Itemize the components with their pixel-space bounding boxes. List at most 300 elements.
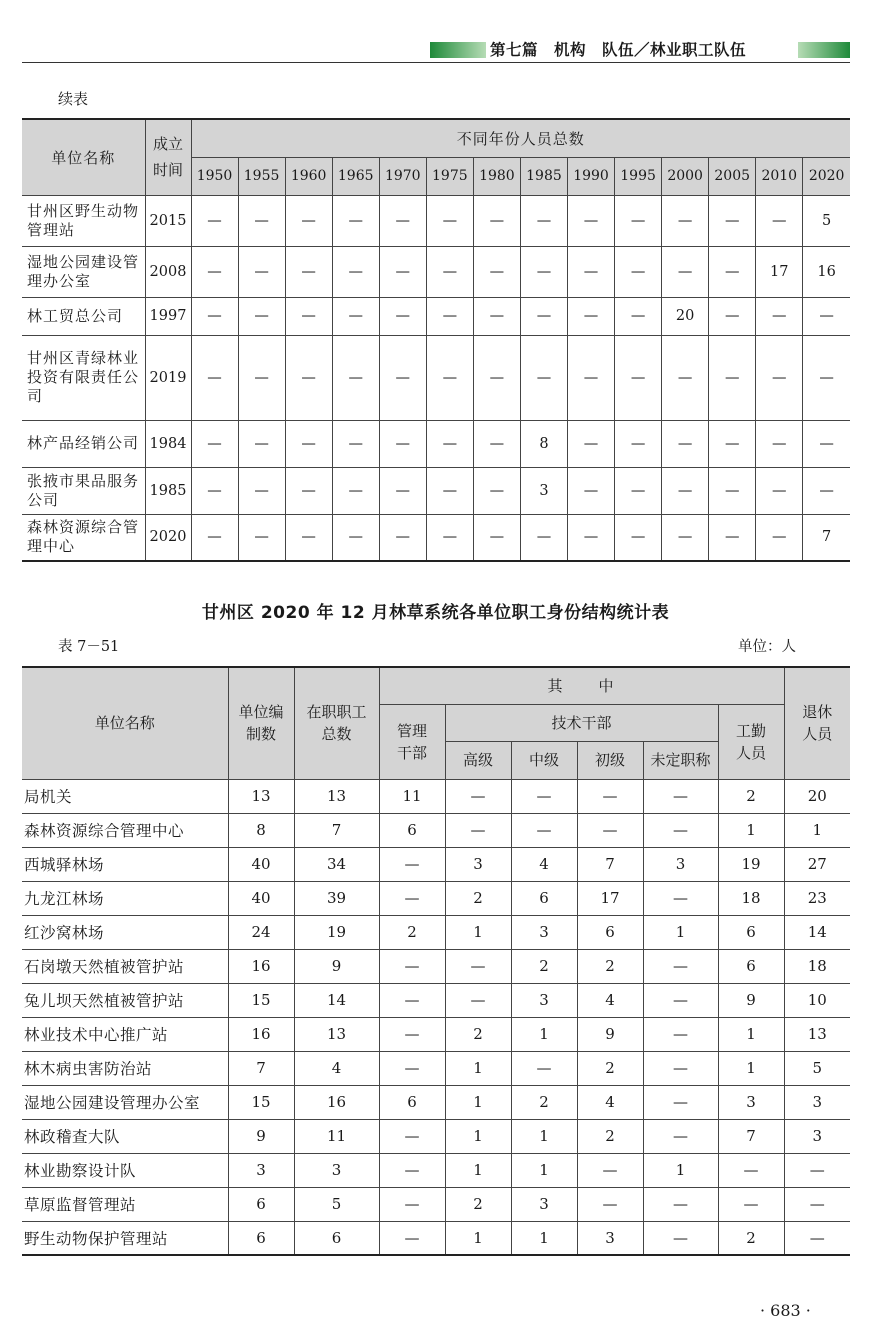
count-cell: — [643,1051,718,1085]
year-value-cell: — [238,335,285,420]
unit-name-cell: 野生动物保护管理站 [22,1221,228,1255]
table2-body [22,779,850,1255]
founded-cell: 2008 [145,246,191,297]
col-group-technical: 技术干部 [445,704,718,741]
count-cell: 16 [294,1085,379,1119]
count-cell: — [784,1221,850,1255]
year-value-cell: — [615,195,662,246]
count-cell: — [379,1017,445,1051]
count-cell: — [643,779,718,813]
year-value-cell: — [662,195,709,246]
count-cell: 1 [643,1153,718,1187]
count-cell: 1 [718,1017,784,1051]
count-cell: 7 [577,847,643,881]
year-value-cell: — [285,420,332,467]
count-cell: 14 [294,983,379,1017]
count-cell: 6 [511,881,577,915]
year-value-cell: — [285,246,332,297]
year-header-cell: 1965 [332,157,379,195]
year-header-cell: 1970 [379,157,426,195]
table1-row [22,297,850,335]
count-cell: — [643,1221,718,1255]
continued-staff-by-year-table [22,118,850,562]
year-value-cell: — [615,335,662,420]
year-value-cell: — [473,195,520,246]
count-cell: — [445,983,511,1017]
year-header-cell: 1955 [238,157,285,195]
count-cell: 1 [445,915,511,949]
table2-row [22,915,850,949]
col-quota [228,667,294,779]
unit-name-cell: 草原监督管理站 [22,1187,228,1221]
table2-row [22,813,850,847]
col-group-among: 其 中 [379,667,784,704]
count-cell: 23 [784,881,850,915]
count-cell: — [643,949,718,983]
count-cell: — [379,983,445,1017]
year-header-cell: 2010 [756,157,803,195]
count-cell: 3 [511,983,577,1017]
year-value-cell: — [473,297,520,335]
count-cell: — [379,1153,445,1187]
year-value-cell: 17 [756,246,803,297]
count-cell: 3 [643,847,718,881]
col-workers-label: 工勤人员 [736,721,767,762]
count-cell: 2 [577,1119,643,1153]
count-cell: 2 [718,779,784,813]
year-value-cell: — [568,514,615,561]
year-header-cell: 2020 [803,157,850,195]
count-cell: — [379,1187,445,1221]
year-value-cell: — [520,246,567,297]
year-value-cell: — [568,335,615,420]
year-value-cell: — [709,335,756,420]
year-value-cell: — [238,420,285,467]
year-value-cell: — [379,420,426,467]
year-value-cell: — [615,420,662,467]
year-value-cell: — [238,297,285,335]
count-cell: 18 [784,949,850,983]
unit-name-cell: 森林资源综合管理中心 [22,813,228,847]
year-value-cell: — [379,514,426,561]
table2-row [22,1017,850,1051]
year-header-cell: 2005 [709,157,756,195]
year-value-cell: — [709,297,756,335]
count-cell: 39 [294,881,379,915]
count-cell: 2 [511,949,577,983]
count-cell: 1 [784,813,850,847]
year-value-cell: — [615,514,662,561]
count-cell: 13 [294,779,379,813]
year-value-cell: — [332,420,379,467]
year-header-cell: 1995 [615,157,662,195]
col-workers [718,704,784,779]
count-cell: 6 [228,1221,294,1255]
year-value-cell: — [379,297,426,335]
year-value-cell: — [662,514,709,561]
year-value-cell: 16 [803,246,850,297]
year-value-cell: — [662,335,709,420]
year-value-cell: — [803,297,850,335]
col-management-label: 管理干部 [396,721,427,762]
table2-row [22,1221,850,1255]
count-cell: — [445,779,511,813]
count-cell: 1 [445,1051,511,1085]
unit-name-cell: 林工贸总公司 [22,297,145,335]
founded-cell: 1997 [145,297,191,335]
year-value-cell: — [662,246,709,297]
count-cell: — [784,1153,850,1187]
col-founded [145,119,191,195]
staff-identity-structure-table [22,666,850,1256]
count-cell: 2 [379,915,445,949]
count-cell: 2 [445,881,511,915]
year-header-cell: 1960 [285,157,332,195]
count-cell: 40 [228,847,294,881]
count-cell: 5 [294,1187,379,1221]
count-cell: 2 [445,1017,511,1051]
year-value-cell: — [473,467,520,514]
year-value-cell: — [803,420,850,467]
year-value-cell: — [756,297,803,335]
count-cell: 13 [228,779,294,813]
year-value-cell: — [285,195,332,246]
col-staff-total [294,667,379,779]
table1-row [22,335,850,420]
header-decor-bar-right [798,42,850,58]
count-cell: 10 [784,983,850,1017]
table2-row [22,847,850,881]
count-cell: 7 [718,1119,784,1153]
count-cell: — [643,881,718,915]
unit-name-cell: 甘州区野生动物管理站 [22,195,145,246]
count-cell: 1 [445,1085,511,1119]
count-cell: 1 [718,813,784,847]
table2-row [22,949,850,983]
count-cell: 11 [379,779,445,813]
year-value-cell: — [709,195,756,246]
count-cell: 19 [294,915,379,949]
unit-name-cell: 林木病虫害防治站 [22,1051,228,1085]
table1-row [22,195,850,246]
year-value-cell: — [332,246,379,297]
count-cell: — [643,1017,718,1051]
col-senior: 高级 [445,741,511,779]
count-cell: 15 [228,1085,294,1119]
year-value-cell: — [568,467,615,514]
continuation-label: 续表 [58,90,89,108]
count-cell: 9 [577,1017,643,1051]
year-value-cell: — [332,297,379,335]
year-value-cell: — [756,467,803,514]
table2-row [22,1119,850,1153]
count-cell: 14 [784,915,850,949]
year-value-cell: — [191,420,238,467]
count-cell: 6 [577,915,643,949]
year-value-cell: — [662,467,709,514]
col-unit-name-2: 单位名称 [22,667,228,779]
count-cell: 17 [577,881,643,915]
col-founded-label: 成立时间 [152,135,183,180]
count-cell: 1 [511,1153,577,1187]
count-cell: 4 [577,983,643,1017]
year-value-cell: — [191,514,238,561]
count-cell: — [577,1187,643,1221]
year-value-cell: — [426,467,473,514]
count-cell: 15 [228,983,294,1017]
year-value-cell: — [191,246,238,297]
count-cell: 1 [718,1051,784,1085]
count-cell: 34 [294,847,379,881]
year-value-cell: — [756,420,803,467]
year-value-cell: — [520,297,567,335]
unit-name-cell: 红沙窝林场 [22,915,228,949]
count-cell: — [379,847,445,881]
unit-name-cell: 湿地公园建设管理办公室 [22,246,145,297]
count-cell: — [643,1085,718,1119]
year-value-cell: 5 [803,195,850,246]
count-cell: — [577,813,643,847]
count-cell: 7 [294,813,379,847]
header-rule [22,62,850,63]
unit-name-cell: 湿地公园建设管理办公室 [22,1085,228,1119]
year-value-cell: — [709,514,756,561]
year-value-cell: — [285,467,332,514]
col-junior: 初级 [577,741,643,779]
year-value-cell: — [709,246,756,297]
count-cell: 2 [445,1187,511,1221]
count-cell: 3 [511,1187,577,1221]
count-cell: 16 [228,1017,294,1051]
year-value-cell: — [238,195,285,246]
unit-name-cell: 局机关 [22,779,228,813]
year-header-cell: 1950 [191,157,238,195]
count-cell: 9 [294,949,379,983]
page-number: · 683 · [760,1301,811,1320]
count-cell: 1 [511,1119,577,1153]
founded-cell: 2015 [145,195,191,246]
col-middle: 中级 [511,741,577,779]
year-value-cell: — [238,246,285,297]
count-cell: — [577,1153,643,1187]
unit-name-cell: 林政稽查大队 [22,1119,228,1153]
count-cell: 19 [718,847,784,881]
count-cell: 6 [379,1085,445,1119]
count-cell: — [445,813,511,847]
count-cell: 1 [643,915,718,949]
year-value-cell: — [520,514,567,561]
count-cell: 5 [784,1051,850,1085]
table1-row [22,514,850,561]
table2-row [22,1187,850,1221]
count-cell: 16 [228,949,294,983]
count-cell: — [718,1153,784,1187]
count-cell: 9 [718,983,784,1017]
count-cell: 6 [718,915,784,949]
unit-name-cell: 石岗墩天然植被管护站 [22,949,228,983]
year-value-cell: 8 [520,420,567,467]
table2-row [22,881,850,915]
count-cell: 3 [228,1153,294,1187]
count-cell: — [643,983,718,1017]
count-cell: 1 [511,1017,577,1051]
count-cell: — [784,1187,850,1221]
year-value-cell: — [662,420,709,467]
table1-row [22,246,850,297]
year-value-cell: 3 [520,467,567,514]
year-value-cell: — [332,335,379,420]
year-value-cell: — [473,335,520,420]
year-value-cell: — [379,246,426,297]
col-quota-label: 单位编制数 [238,703,284,744]
year-value-cell: — [285,297,332,335]
table1-row [22,467,850,514]
count-cell: 2 [577,1051,643,1085]
count-cell: 24 [228,915,294,949]
count-cell: — [511,779,577,813]
table2-row [22,1051,850,1085]
year-value-cell: — [426,297,473,335]
count-cell: 3 [445,847,511,881]
unit-name-cell: 甘州区青绿林业投资有限责任公司 [22,335,145,420]
col-staff-total-label: 在职职工总数 [306,703,367,744]
year-value-cell: — [473,246,520,297]
count-cell: — [643,1187,718,1221]
year-header-cell: 2000 [662,157,709,195]
count-cell: — [379,881,445,915]
count-cell: 6 [379,813,445,847]
count-cell: 9 [228,1119,294,1153]
year-value-cell: — [756,195,803,246]
unit-name-cell: 九龙江林场 [22,881,228,915]
header-decor-bar-left [430,42,486,58]
count-cell: 7 [228,1051,294,1085]
founded-cell: 2019 [145,335,191,420]
count-cell: — [577,779,643,813]
count-cell: — [379,1221,445,1255]
year-value-cell: — [803,335,850,420]
unit-name-cell: 西城驿林场 [22,847,228,881]
col-retired-label: 退休人员 [802,703,833,744]
year-value-cell: — [756,335,803,420]
col-unit-name: 单位名称 [22,119,145,195]
count-cell: 1 [445,1119,511,1153]
year-header-cell: 1990 [568,157,615,195]
count-cell: 3 [294,1153,379,1187]
year-value-cell: — [426,335,473,420]
year-value-cell: — [238,467,285,514]
year-value-cell: — [615,467,662,514]
unit-name-cell: 林业勘察设计队 [22,1153,228,1187]
table2-row [22,1085,850,1119]
count-cell: 4 [577,1085,643,1119]
year-value-cell: — [332,195,379,246]
founded-cell: 2020 [145,514,191,561]
count-cell: 4 [294,1051,379,1085]
unit-name-cell: 张掖市果品服务公司 [22,467,145,514]
running-header [22,38,850,64]
count-cell: 1 [511,1221,577,1255]
table2-row [22,779,850,813]
count-cell: — [379,1051,445,1085]
table2-unit: 单位：人 [738,639,796,655]
year-value-cell: — [191,195,238,246]
year-value-cell: — [285,335,332,420]
table2-row [22,1153,850,1187]
count-cell: 3 [577,1221,643,1255]
count-cell: 6 [718,949,784,983]
count-cell: — [379,949,445,983]
year-value-cell: — [520,195,567,246]
table2-row [22,983,850,1017]
year-value-cell: — [756,514,803,561]
year-value-cell: — [332,467,379,514]
table2-code: 表 7－51 [58,639,120,655]
count-cell: 3 [718,1085,784,1119]
count-cell: 11 [294,1119,379,1153]
year-value-cell: — [568,195,615,246]
count-cell: 2 [511,1085,577,1119]
count-cell: 18 [718,881,784,915]
year-value-cell: — [426,195,473,246]
count-cell: 3 [784,1119,850,1153]
count-cell: — [445,949,511,983]
table1-row [22,420,850,467]
year-value-cell: — [520,335,567,420]
year-value-cell: — [238,514,285,561]
count-cell: 8 [228,813,294,847]
count-cell: — [643,813,718,847]
count-cell: — [379,1119,445,1153]
count-cell: 3 [511,915,577,949]
col-management [379,704,445,779]
unit-name-cell: 林产品经销公司 [22,420,145,467]
year-value-cell: — [568,246,615,297]
year-value-cell: — [803,467,850,514]
chapter-title: 第七篇 机构 队伍／林业职工队伍 [490,41,747,59]
year-value-cell: — [426,514,473,561]
count-cell: — [718,1187,784,1221]
year-value-cell: — [191,297,238,335]
year-value-cell: — [426,420,473,467]
count-cell: 13 [784,1017,850,1051]
founded-cell: 1984 [145,420,191,467]
year-value-cell: — [379,195,426,246]
count-cell: 6 [228,1187,294,1221]
count-cell: 40 [228,881,294,915]
count-cell: 3 [784,1085,850,1119]
year-value-cell: — [615,297,662,335]
year-value-cell: — [709,420,756,467]
year-value-cell: — [426,246,473,297]
year-value-cell: — [473,420,520,467]
count-cell: 4 [511,847,577,881]
table1-body [22,195,850,561]
count-cell: 1 [445,1221,511,1255]
count-cell: 2 [718,1221,784,1255]
count-cell: 20 [784,779,850,813]
year-value-cell: — [615,246,662,297]
year-value-cell: — [379,467,426,514]
year-header-cell: 1980 [473,157,520,195]
table2-title: 甘州区 2020 年 12 月林草系统各单位职工身份结构统计表 [201,603,670,623]
year-value-cell: — [379,335,426,420]
unit-name-cell: 森林资源综合管理中心 [22,514,145,561]
count-cell: — [511,813,577,847]
year-value-cell: — [332,514,379,561]
unit-name-cell: 兔儿坝天然植被管护站 [22,983,228,1017]
count-cell: 27 [784,847,850,881]
